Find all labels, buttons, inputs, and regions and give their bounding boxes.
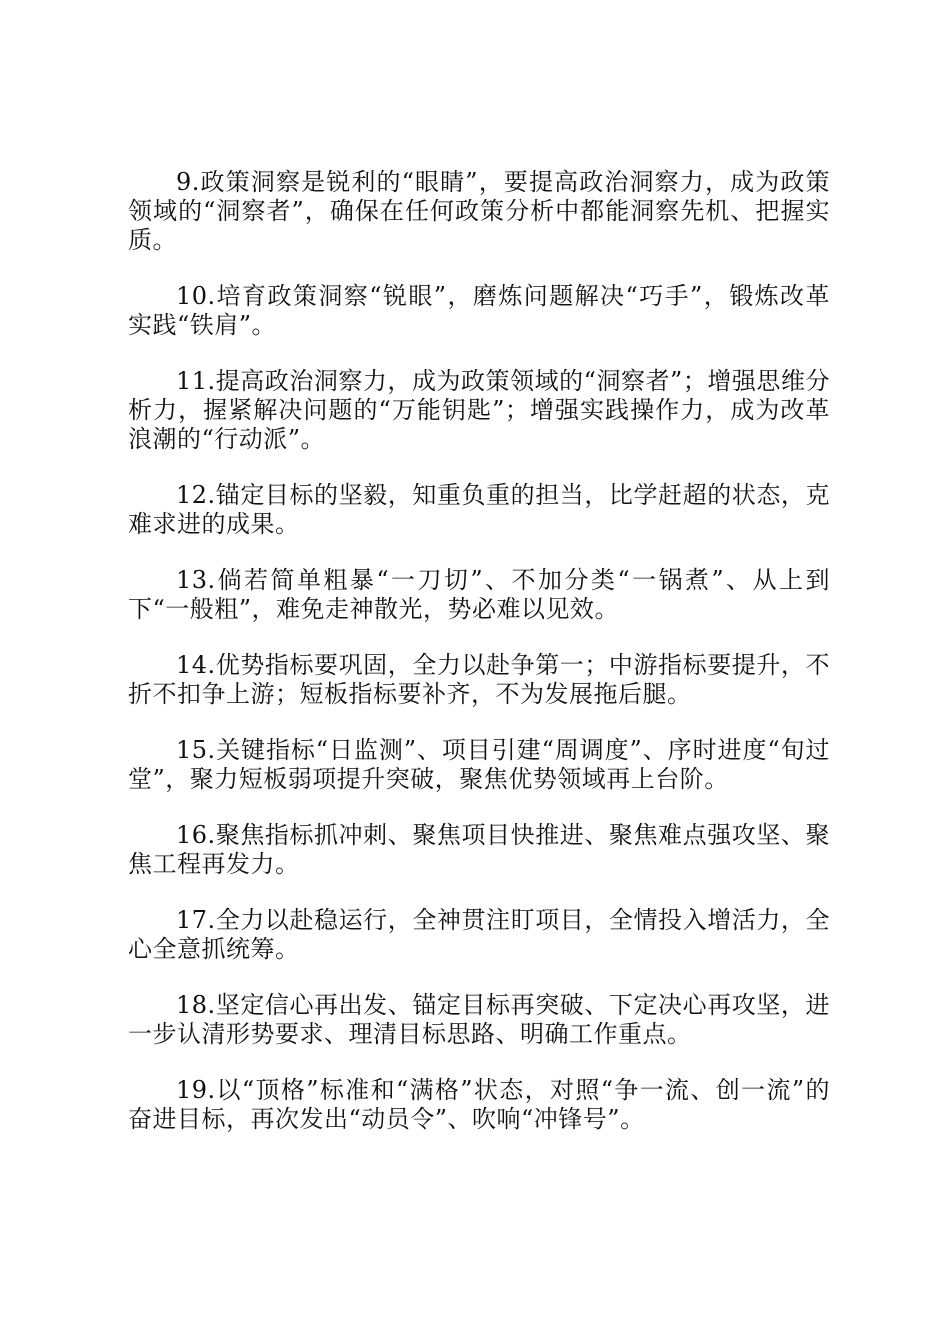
paragraph-10: 10.培育政策洞察“锐眼”，磨炼问题解决“巧手”，锻炼改革实践“铁肩”。 [128, 282, 830, 339]
paragraph-9: 9.政策洞察是锐利的“眼睛”，要提高政治洞察力，成为政策领域的“洞察者”，确保在任何政策分析中都能洞察先机、把握实质。 [128, 168, 830, 254]
paragraph-12: 12.锚定目标的坚毅，知重负重的担当，比学赶超的状态，克难求进的成果。 [128, 481, 830, 538]
document-body [128, 168, 830, 1161]
paragraph-15: 15.关键指标“日监测”、项目引建“周调度”、序时进度“旬过堂”，聚力短板弱项提升突破，聚焦优势领域再上台阶。 [128, 736, 830, 793]
paragraph-17: 17.全力以赴稳运行，全神贯注盯项目，全情投入增活力，全心全意抓统筹。 [128, 906, 830, 963]
paragraph-19: 19.以“顶格”标准和“满格”状态，对照“争一流、创一流”的奋进目标，再次发出“动员令”、吹响“冲锋号”。 [128, 1076, 830, 1133]
paragraph-11: 11.提高政治洞察力，成为政策领域的“洞察者”；增强思维分析力，握紧解决问题的“万能钥匙”；增强实践操作力，成为改革浪潮的“行动派”。 [128, 367, 830, 453]
paragraph-13: 13.倘若简单粗暴“一刀切”、不加分类“一锅煮”、从上到下“一般粗”，难免走神散光，势必难以见效。 [128, 566, 830, 623]
paragraph-18: 18.坚定信心再出发、锚定目标再突破、下定决心再攻坚，进一步认清形势要求、理清目标思路、明确工作重点。 [128, 991, 830, 1048]
paragraph-16: 16.聚焦指标抓冲刺、聚焦项目快推进、聚焦难点强攻坚、聚焦工程再发力。 [128, 821, 830, 878]
paragraph-14: 14.优势指标要巩固，全力以赴争第一；中游指标要提升，不折不扣争上游；短板指标要补齐，不为发展拖后腿。 [128, 651, 830, 708]
